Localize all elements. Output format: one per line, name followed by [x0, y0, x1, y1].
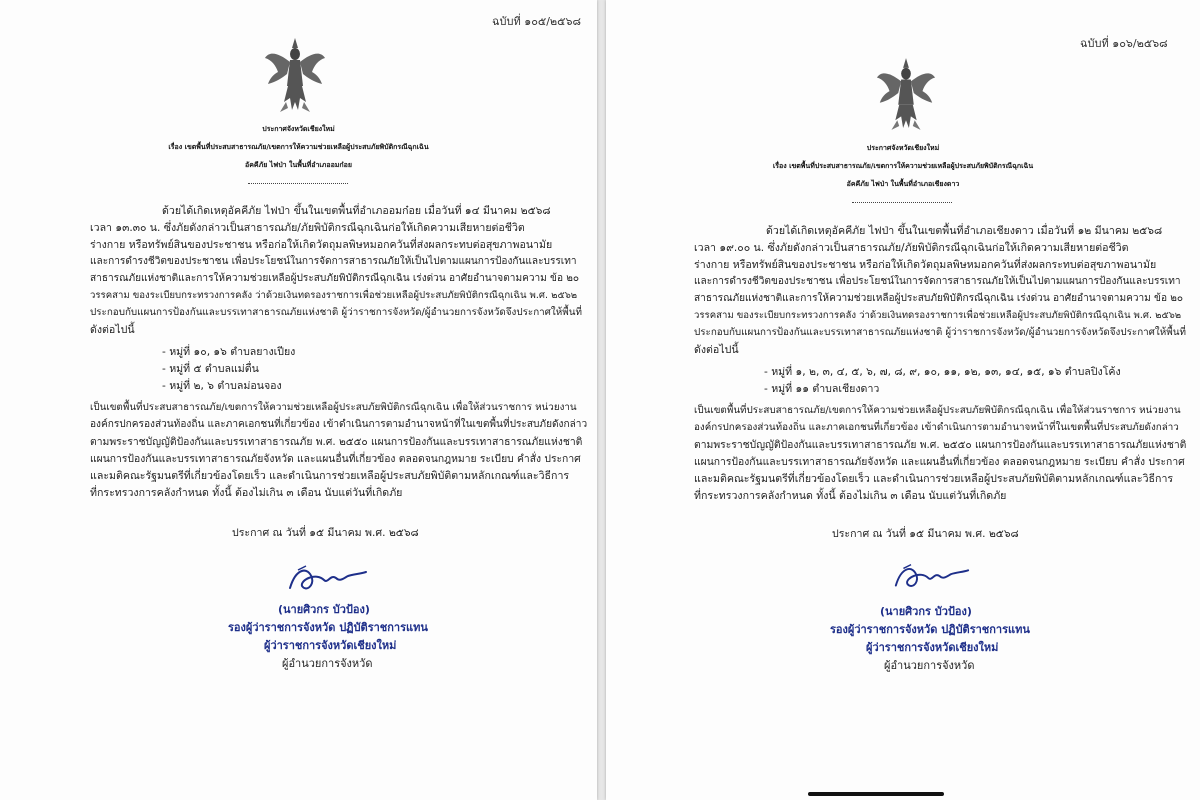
body-line: สาธารณภัยแห่งชาติและการให้ความช่วยเหลือผู้ประสบภัยพิบัติกรณีฉุกเฉิน เร่งด่วน อาศัยอำนาจตามความ ข้อ ๒๐	[90, 273, 580, 284]
body-line: ดังต่อไปนี้	[694, 344, 739, 356]
area-item: - หมู่ที่ ๒, ๖ ตำบลม่อนจอง	[162, 380, 282, 392]
signer-position: ผู้ว่าราชการจังหวัดเชียงใหม่	[264, 639, 397, 652]
body-line: ที่กระทรวงการคลังกำหนด ทั้งนี้ ต้องไม่เกิน ๓ เดือน นับแต่วันที่เกิดภัย	[90, 487, 403, 499]
signer-position: รองผู้ว่าราชการจังหวัด ปฏิบัติราชการแทน	[830, 623, 1030, 636]
signer-name: (นายศิวกร บัวป้อง)	[278, 603, 370, 616]
document-page-2	[606, 0, 1200, 800]
garuda-emblem-icon	[874, 56, 938, 134]
announcement-date: ประกาศ ณ วันที่ ๑๕ มีนาคม พ.ศ. ๒๕๖๘	[232, 527, 419, 539]
body-line: และมติคณะรัฐมนตรีที่เกี่ยวข้องโดยเร็ว และดำเนินการช่วยเหลือผู้ประสบภัยพิบัติตามหลักเกณฑ์และวิธีการ	[694, 473, 1174, 485]
body-line: ด้วยได้เกิดเหตุอัคคีภัย ไฟป่า ขึ้นในเขตพื้นที่อำเภอเชียงดาว เมื่อวันที่ ๑๒ มีนาคม ๒๕๖๘	[766, 225, 1163, 237]
area-item: - หมู่ที่ ๑๐, ๑๖ ตำบลยางเปียง	[162, 346, 296, 358]
body-line: และมติคณะรัฐมนตรีที่เกี่ยวข้องโดยเร็ว และดำเนินการช่วยเหลือผู้ประสบภัยพิบัติตามหลักเกณฑ์และวิธีการ	[90, 470, 570, 482]
body-line: ร่างกาย หรือทรัพย์สินของประชาชน หรือก่อให้เกิดวัตถุมลพิษหมอกควันที่ส่งผลกระทบต่อสุขภาพอนามัย	[694, 259, 1157, 271]
document-page-1	[0, 0, 597, 800]
garuda-emblem-icon	[262, 36, 328, 116]
body-line: แผนการป้องกันและบรรเทาสาธารณภัยจังหวัด และแผนอื่นที่เกี่ยวข้อง ตลอดจนกฎหมาย ระเบียบ คำสั่ง ประกาศ	[90, 453, 581, 465]
body-line: วรรคสาม ของระเบียบกระทรวงการคลัง ว่าด้วยเงินทดรองราชการเพื่อช่วยเหลือผู้ประสบภัยพิบัติกรณีฉุกเฉิน พ.ศ. ๒๕๖๒	[694, 310, 1182, 321]
handwritten-signature	[286, 560, 370, 598]
body-line: องค์กรปกครองส่วนท้องถิ่น และภาคเอกชนที่เกี่ยวข้อง เข้าดำเนินการตามอำนาจหน้าที่ในเขตพื้นที่ประสบภัยดังกล่าว	[694, 422, 1179, 433]
announcement-subject-detail: อัคคีภัย ไฟป่า ในพื้นที่อำเภออมก๋อย	[245, 161, 352, 169]
body-line: ตามพระราชบัญญัติป้องกันและบรรเทาสาธารณภัย พ.ศ. ๒๕๕๐ แผนการป้องกันและบรรเทาสาธารณภัยแห่งชาติ	[694, 439, 1187, 451]
announcement-subject: เรื่อง เขตพื้นที่ประสบสาธารณภัย/เขตการให้ความช่วยเหลือผู้ประสบภัยพิบัติกรณีฉุกเฉิน	[168, 143, 429, 151]
area-item: - หมู่ที่ ๕ ตำบลแม่ตื่น	[162, 363, 259, 375]
body-line: เป็นเขตพื้นที่ประสบสาธารณภัย/เขตการให้ความช่วยเหลือผู้ประสบภัยพิบัติกรณีฉุกเฉิน เพื่อให้ส่วนราชการ หน่วยงาน	[90, 402, 577, 413]
body-line: ประกอบกับแผนการป้องกันและบรรเทาสาธารณภัยแห่งชาติ ผู้ว่าราชการจังหวัด/ผู้อำนวยการจังหวัดจึงประกาศให้พื้นที่	[90, 307, 582, 318]
signer-position: ผู้อำนวยการจังหวัด	[884, 659, 975, 672]
area-item: - หมู่ที่ ๑, ๒, ๓, ๔, ๕, ๖, ๗, ๘, ๙, ๑๐, ๑๑, ๑๒, ๑๓, ๑๔, ๑๕, ๑๖ ตำบลปิงโค้ง	[764, 366, 1121, 378]
body-line: ตามพระราชบัญญัติป้องกันและบรรเทาสาธารณภัย พ.ศ. ๒๕๕๐ แผนการป้องกันและบรรเทาสาธารณภัยแห่งชาติ	[90, 436, 583, 448]
handwritten-signature	[892, 558, 972, 596]
signer-position: ผู้อำนวยการจังหวัด	[282, 657, 373, 670]
area-item: - หมู่ที่ ๑๑ ตำบลเชียงดาว	[764, 383, 880, 395]
body-line: ดังต่อไปนี้	[90, 324, 135, 336]
document-number: ฉบับที่ ๑๐๖/๒๕๖๘	[1080, 37, 1168, 50]
body-line: ประกอบกับแผนการป้องกันและบรรเทาสาธารณภัยแห่งชาติ ผู้ว่าราชการจังหวัด/ผู้อำนวยการจังหวัดจึงประกาศให้พื้นที่	[694, 327, 1186, 338]
title-divider	[248, 183, 348, 184]
signer-position: รองผู้ว่าราชการจังหวัด ปฏิบัติราชการแทน	[228, 621, 428, 634]
body-line: องค์กรปกครองส่วนท้องถิ่น และภาคเอกชนที่เกี่ยวข้อง เข้าดำเนินการตามอำนาจหน้าที่ในเขตพื้นที่ประสบภัยดังกล่าว	[90, 419, 588, 430]
body-line: วรรคสาม ของระเบียบกระทรวงการคลัง ว่าด้วยเงินทดรองราชการเพื่อช่วยเหลือผู้ประสบภัยพิบัติกรณีฉุกเฉิน พ.ศ. ๒๕๖๒	[90, 290, 578, 301]
body-line: สาธารณภัยแห่งชาติและการให้ความช่วยเหลือผู้ประสบภัยพิบัติกรณีฉุกเฉิน เร่งด่วน อาศัยอำนาจตามความ ข้อ ๒๐	[694, 293, 1184, 304]
body-line: ที่กระทรวงการคลังกำหนด ทั้งนี้ ต้องไม่เกิน ๓ เดือน นับแต่วันที่เกิดภัย	[694, 490, 1007, 502]
body-line: ร่างกาย หรือทรัพย์สินของประชาชน หรือก่อให้เกิดวัตถุมลพิษหมอกควันที่ส่งผลกระทบต่อสุขภาพอนามัย	[90, 239, 553, 251]
announcement-subject: เรื่อง เขตพื้นที่ประสบสาธารณภัย/เขตการให้ความช่วยเหลือผู้ประสบภัยพิบัติกรณีฉุกเฉิน	[772, 162, 1034, 170]
home-indicator[interactable]	[808, 792, 944, 796]
body-line: แผนการป้องกันและบรรเทาสาธารณภัยจังหวัด และแผนอื่นที่เกี่ยวข้อง ตลอดจนกฎหมาย ระเบียบ คำสั่ง ประกาศ	[694, 456, 1185, 468]
announcement-date: ประกาศ ณ วันที่ ๑๕ มีนาคม พ.ศ. ๒๕๖๘	[832, 528, 1019, 540]
body-line: เวลา ๑๓.๓๐ น. ซึ่งภัยดังกล่าวเป็นสาธารณภัย/ภัยพิบัติกรณีฉุกเฉินก่อให้เกิดความเสียหายต่อชีวิต	[90, 222, 525, 234]
announcement-heading: ประกาศจังหวัดเชียงใหม่	[262, 125, 335, 133]
document-number: ฉบับที่ ๑๐๕/๒๕๖๘	[492, 15, 581, 28]
body-line: เป็นเขตพื้นที่ประสบสาธารณภัย/เขตการให้ความช่วยเหลือผู้ประสบภัยพิบัติกรณีฉุกเฉิน เพื่อให้ส่วนราชการ หน่วยงาน	[694, 405, 1181, 416]
title-divider	[852, 202, 952, 203]
announcement-heading: ประกาศจังหวัดเชียงใหม่	[866, 144, 940, 152]
body-line: และการดำรงชีวิตของประชาชน เพื่อประโยชน์ในการจัดการสาธารณภัยให้เป็นไปตามแผนการป้องกันและบรรเทา	[90, 256, 577, 267]
body-line: เวลา ๑๙.๐๐ น. ซึ่งภัยดังกล่าวเป็นสาธารณภัย/ภัยพิบัติกรณีฉุกเฉินก่อให้เกิดความเสียหายต่อชีวิต	[694, 242, 1129, 254]
body-line: ด้วยได้เกิดเหตุอัคคีภัย ไฟป่า ขึ้นในเขตพื้นที่อำเภออมก๋อย เมื่อวันที่ ๑๔ มีนาคม ๒๕๖๘	[162, 205, 551, 217]
signer-position: ผู้ว่าราชการจังหวัดเชียงใหม่	[866, 641, 999, 654]
signer-name: (นายศิวกร บัวป้อง)	[880, 605, 972, 618]
body-line: และการดำรงชีวิตของประชาชน เพื่อประโยชน์ในการจัดการสาธารณภัยให้เป็นไปตามแผนการป้องกันและบรรเทา	[694, 276, 1181, 287]
announcement-subject-detail: อัคคีภัย ไฟป่า ในพื้นที่อำเภอเชียงดาว	[846, 180, 960, 188]
